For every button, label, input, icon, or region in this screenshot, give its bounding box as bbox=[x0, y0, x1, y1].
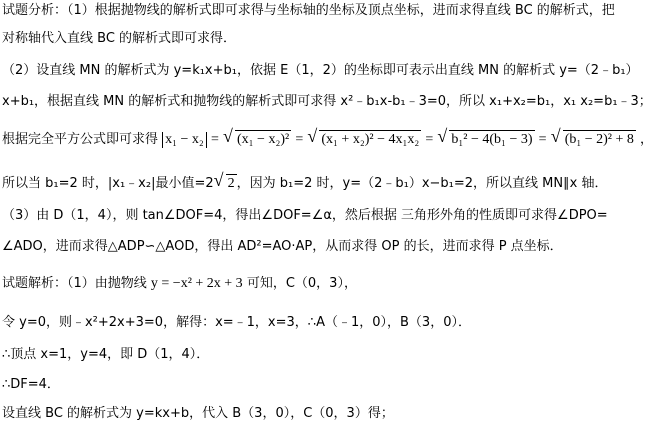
solution-line-4: ∴DF=4． bbox=[2, 377, 60, 392]
analysis-line-1: 试题分析：（1）根据抛物线的解析式即可求得与坐标轴的坐标及顶点坐标，进而求得直线 BC 的解析式，把 bbox=[2, 3, 615, 18]
analysis-line-7: （3）由 D（1，4），则 tan∠DOF=4，得出∠DOF=∠α，然后根据 三角形外角的性质即可求得∠DPO= bbox=[2, 208, 608, 223]
equals-sign: = bbox=[538, 132, 547, 147]
analysis-line-8: ∠ADO，进而求得△ADP∽△AOD，得出 AD²=AO·AP，从而求得 OP 的长，进而求得 P 点坐标． bbox=[2, 239, 563, 254]
sqrt-term-2: √ (x₁ + x₂)² − 4x₁x₂ bbox=[307, 130, 421, 149]
analysis-line-2: 对称轴代入直线 BC 的解析式即可求得． bbox=[2, 31, 237, 46]
abs-x1-minus-x2: x₁ − x₂ bbox=[162, 132, 207, 148]
sqrt-term-4: √ (b₁ − 2)² + 8 bbox=[551, 130, 636, 149]
formula-intro: 根据完全平方公式即可求得 bbox=[2, 132, 159, 147]
analysis-line-6 bbox=[2, 174, 607, 192]
formula-end: ， bbox=[640, 132, 654, 147]
formula-line bbox=[2, 130, 653, 148]
sqrt-term-3: √ b₁² − 4(b₁ − 3) bbox=[437, 130, 534, 149]
sqrt-term-1: √ (x₁ − x₂)² bbox=[223, 130, 291, 149]
solution-line-3: ∴顶点 x=1，y=4，即 D（1，4）． bbox=[2, 347, 210, 362]
analysis-line-3: （2）设直线 MN 的解析式为 y=k₁x+b₁，依据 E（1，2）的坐标即可表示出直线 MN 的解析式 y=（2﹣b₁） bbox=[2, 63, 639, 78]
equals-sign: = bbox=[210, 132, 219, 147]
parabola-equation: y = −x² + 2x + 3 bbox=[150, 276, 243, 291]
min-value-text: 所以当 b₁=2 时，|x₁﹣x₂|最小值=2 bbox=[2, 176, 214, 191]
solution-intro: 试题解析：（1）由抛物线 bbox=[2, 276, 151, 291]
analysis-line-4: x+b₁，根据直线 MN 的解析式和抛物线的解析式即可求得 x²﹣b₁x-b₁﹣3=0，所以 x₁+x₂=b₁，x₁ x₂=b₁﹣3； bbox=[2, 94, 652, 109]
point-c-text: 可知，C（0，3）， bbox=[242, 276, 357, 291]
sqrt-two: √ 2 bbox=[214, 174, 237, 193]
solution-line-1 bbox=[2, 275, 357, 293]
solution-line-5: 设直线 BC 的解析式为 y=kx+b，代入 B（3，0），C（0，3）得； bbox=[2, 406, 394, 421]
equals-sign: = bbox=[295, 132, 304, 147]
equals-sign: = bbox=[425, 132, 434, 147]
solution-line-2: 令 y=0，则﹣x²+2x+3=0，解得：x=﹣1，x=3，∴A（﹣1，0），B（3，0）． bbox=[2, 315, 471, 330]
conclusion-text: ，因为 b₁=2 时，y=（2﹣b₁）x−b₁=2，所以直线 MN∥x 轴． bbox=[236, 176, 608, 191]
